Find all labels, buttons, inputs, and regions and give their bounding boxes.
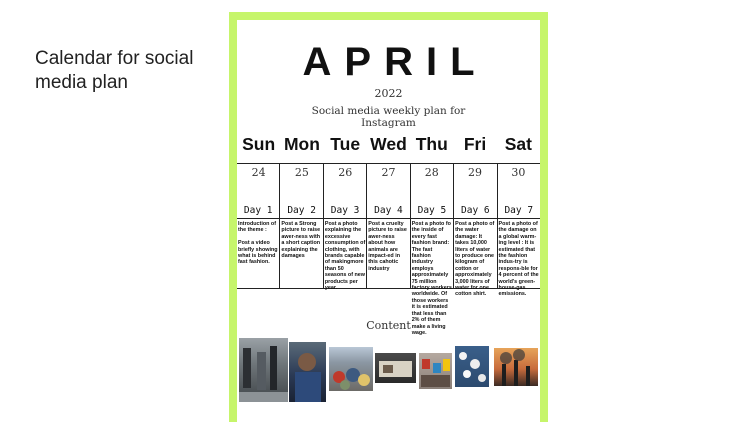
day-column [454,164,497,298]
day-column [498,164,540,298]
day-column [280,164,323,288]
day-column [324,164,367,292]
day-description: Post a photo of the water damage: It takes 10,000 liters of water to produce one kilogram of cotton or approximately 3,000 liters of water for one cotton shirt. [455,221,495,298]
day-label: Day 2 [280,204,322,219]
day-label: Day 6 [454,204,496,219]
factory-workers-photo [419,353,452,389]
date-number: 25 [294,166,309,179]
day-label: Day 4 [367,204,409,219]
weekday-wed: Wed [370,134,407,154]
weekday-thu: Thu [415,134,448,154]
clothing-store-photo [239,338,288,402]
plan-subtitle: Social media weekly plan for Instagram [311,105,466,129]
day-label: Day 7 [498,204,540,219]
day-description: Post a Strong picture to raise awer-ness with a short caption explaining the damages [281,221,321,260]
slide-caption: Calendar for social media plan [35,48,194,93]
weekday-sun: Sun [242,134,276,154]
weekday-tue: Tue [330,134,361,154]
worker-portrait-photo [289,342,326,402]
year-label: 2022 [374,87,403,100]
date-number: 30 [511,166,526,179]
day-label: Day 1 [237,204,279,219]
day-description: Post a photo of the damage on a global warm-ing level : It is estimated that the fashion indus-try is respons-ble for 4 percent of the world's green-house-gas emissions. [498,221,539,298]
date-number: 27 [381,166,396,179]
date-number: 29 [468,166,483,179]
calendar-sheet [237,20,540,422]
weekday-mon: Mon [283,134,320,154]
weekday-fri: Fri [463,134,487,154]
cotton-plant-photo [455,346,489,387]
day-column [237,164,280,288]
date-number: 26 [338,166,353,179]
day-description: Post a cruelty picture to raise awer-ness about how animals are impact-ed in this cahotic industry [368,221,407,272]
day-description: Post a photo fo the inside of every fast fashion brand: The fast fashion industry employs approximately 75 million factory workers worldwide. Of those workers it is estimated that less than 2% of them make a living wage. [411,221,452,336]
content-title: Content [366,319,411,332]
date-number: 24 [251,166,266,179]
day-description: Introduction of the theme : Post a video briefly showing what is behind fast fashion. [238,221,278,266]
date-number: 28 [424,166,439,179]
day-column [367,164,410,288]
clothing-waste-photo [329,347,373,391]
weekday-row [237,134,540,155]
pollution-smokestacks-photo [494,348,538,386]
weekday-sat: Sat [504,134,532,154]
animal-cruelty-photo [375,353,416,383]
dates-row [237,166,540,179]
calendar-frame [229,12,548,422]
day-description: Post a photo explaining the excessive consumption of clothing, with brands capable of makingmore than 50 seasons of new products per year. [324,221,366,292]
month-title: APRIL [302,40,488,84]
day-label: Day 5 [411,204,453,219]
day-column [411,164,454,336]
day-label: Day 3 [324,204,366,219]
